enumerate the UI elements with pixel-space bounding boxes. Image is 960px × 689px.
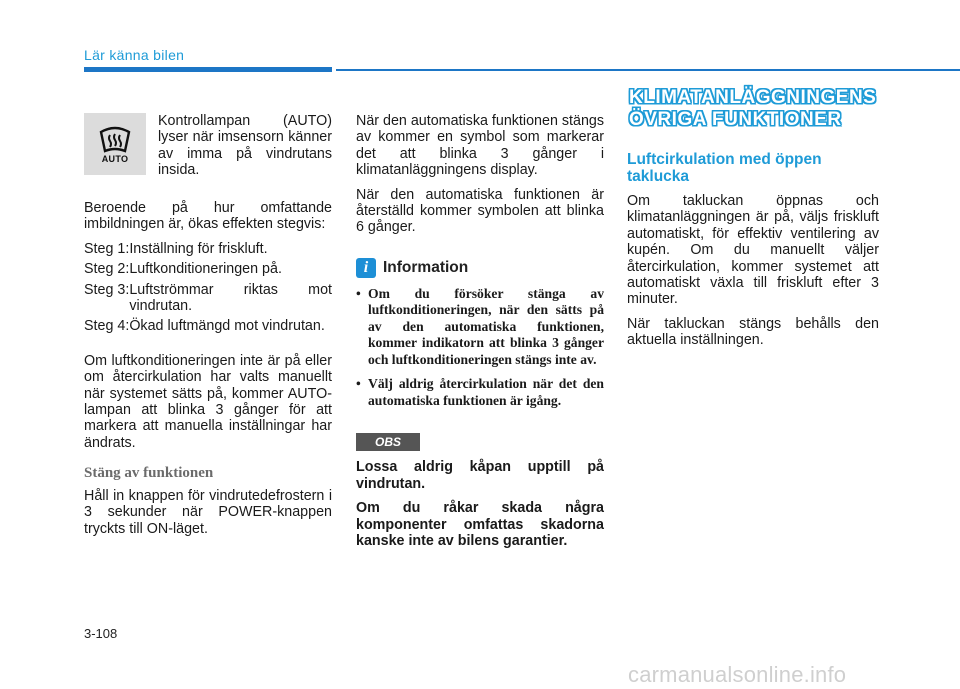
info-bullet: [356, 376, 604, 409]
step-key: Steg 1:: [84, 240, 130, 257]
obs-badge: OBS: [356, 433, 420, 451]
bullet-dot: •: [356, 285, 361, 301]
subheading-sunroof: Luftcirkulation med öppen taklucka: [627, 151, 822, 185]
obs-paragraph: Om du råkar skada några komponenter omfattas skadorna kanske inte av bilens garantier.: [356, 500, 604, 549]
information-header: [356, 258, 604, 278]
step-text: Luftkonditioneringen på.: [129, 261, 282, 278]
step-text: Luftströmmar riktas mot vindrutan.: [129, 281, 332, 315]
section-heading: [629, 87, 879, 131]
bullet-text: Om du försöker stänga av luftkonditioneringen, när den sätts på av den automatiska funktionen, kommer indikatorn att blinka 3 gånger och luftkonditioneringen stängs inte av.: [368, 285, 604, 367]
section-heading-line: KLIMATANLÄGGNINGENS: [629, 87, 877, 108]
header-rule-thin: [336, 69, 960, 71]
windshield-defrost-icon: [84, 113, 146, 175]
header-rule-thick: [84, 67, 332, 72]
auto-indicator-text: Kontrollampan (AUTO) lyser när imsensorn känner av imma på vindrutans insida.: [158, 113, 332, 179]
section-title: Lär känna bilen: [84, 47, 185, 63]
ac-paragraph: Om luftkonditioneringen inte är på eller om återcirkulation har valts manuellt när systemet sätts på, kommer AUTO-lampan att blinka 3 gånger för att markera att manuella inställningar har ändrats.: [84, 352, 332, 451]
step-text: Ökad luftmängd mot vindrutan.: [129, 318, 325, 335]
turn-off-paragraph: Håll in knappen för vindrutedefrostern i 3 sekunder när POWER-knappen tryckts till ON-läget.: [84, 487, 332, 537]
defrost-auto-icon: [84, 113, 146, 175]
info-bullet: [356, 286, 604, 369]
step-item: [84, 261, 332, 277]
column-3: [627, 87, 879, 357]
paragraph: När den automatiska funktionen är återställd kommer symbolen att blinka 6 gånger.: [356, 186, 604, 236]
paragraph: Om takluckan öppnas och klimatanläggningen är på, väljs friskluft automatiskt, för effektiv ventilering av kupén. Om du manuellt väljer återcirkulation, kommer systemet att automatiskt växla till friskluft efter 3 minuter.: [627, 193, 879, 308]
paragraph: När den automatiska funktionen stängs av kommer en symbol som markerar det att blinka 3 gånger i klimatanläggningens display.: [356, 113, 604, 179]
information-title: Information: [383, 258, 469, 276]
auto-label: AUTO: [101, 154, 129, 164]
column-1: [84, 200, 332, 545]
bullet-dot: •: [356, 376, 361, 392]
obs-paragraph: Lossa aldrig kåpan upptill på vindrutan.: [356, 459, 604, 492]
watermark: carmanualsonline.info: [628, 662, 847, 687]
step-list: [84, 241, 332, 335]
step-key: Steg 4:: [84, 318, 130, 335]
step-item: [84, 241, 332, 257]
page-number: 3-108: [84, 626, 118, 641]
step-key: Steg 3:: [84, 281, 130, 298]
paragraph: När takluckan stängs behålls den aktuella inställningen.: [627, 315, 879, 349]
intro-paragraph: Beroende på hur omfattande imbildningen är, ökas effekten stegvis:: [84, 200, 332, 233]
bullet-text: Välj aldrig återcirkulation när det den automatiska funktionen är igång.: [368, 376, 604, 408]
section-heading-line: ÖVRIGA FUNKTIONER: [629, 109, 842, 130]
column-2: [356, 113, 604, 557]
step-item: [84, 282, 332, 315]
step-text: Inställning för friskluft.: [129, 240, 268, 257]
info-icon: i: [356, 258, 376, 278]
subheading-turn-off: Stäng av funktionen: [84, 465, 214, 482]
step-item: [84, 318, 332, 334]
step-key: Steg 2:: [84, 261, 130, 278]
